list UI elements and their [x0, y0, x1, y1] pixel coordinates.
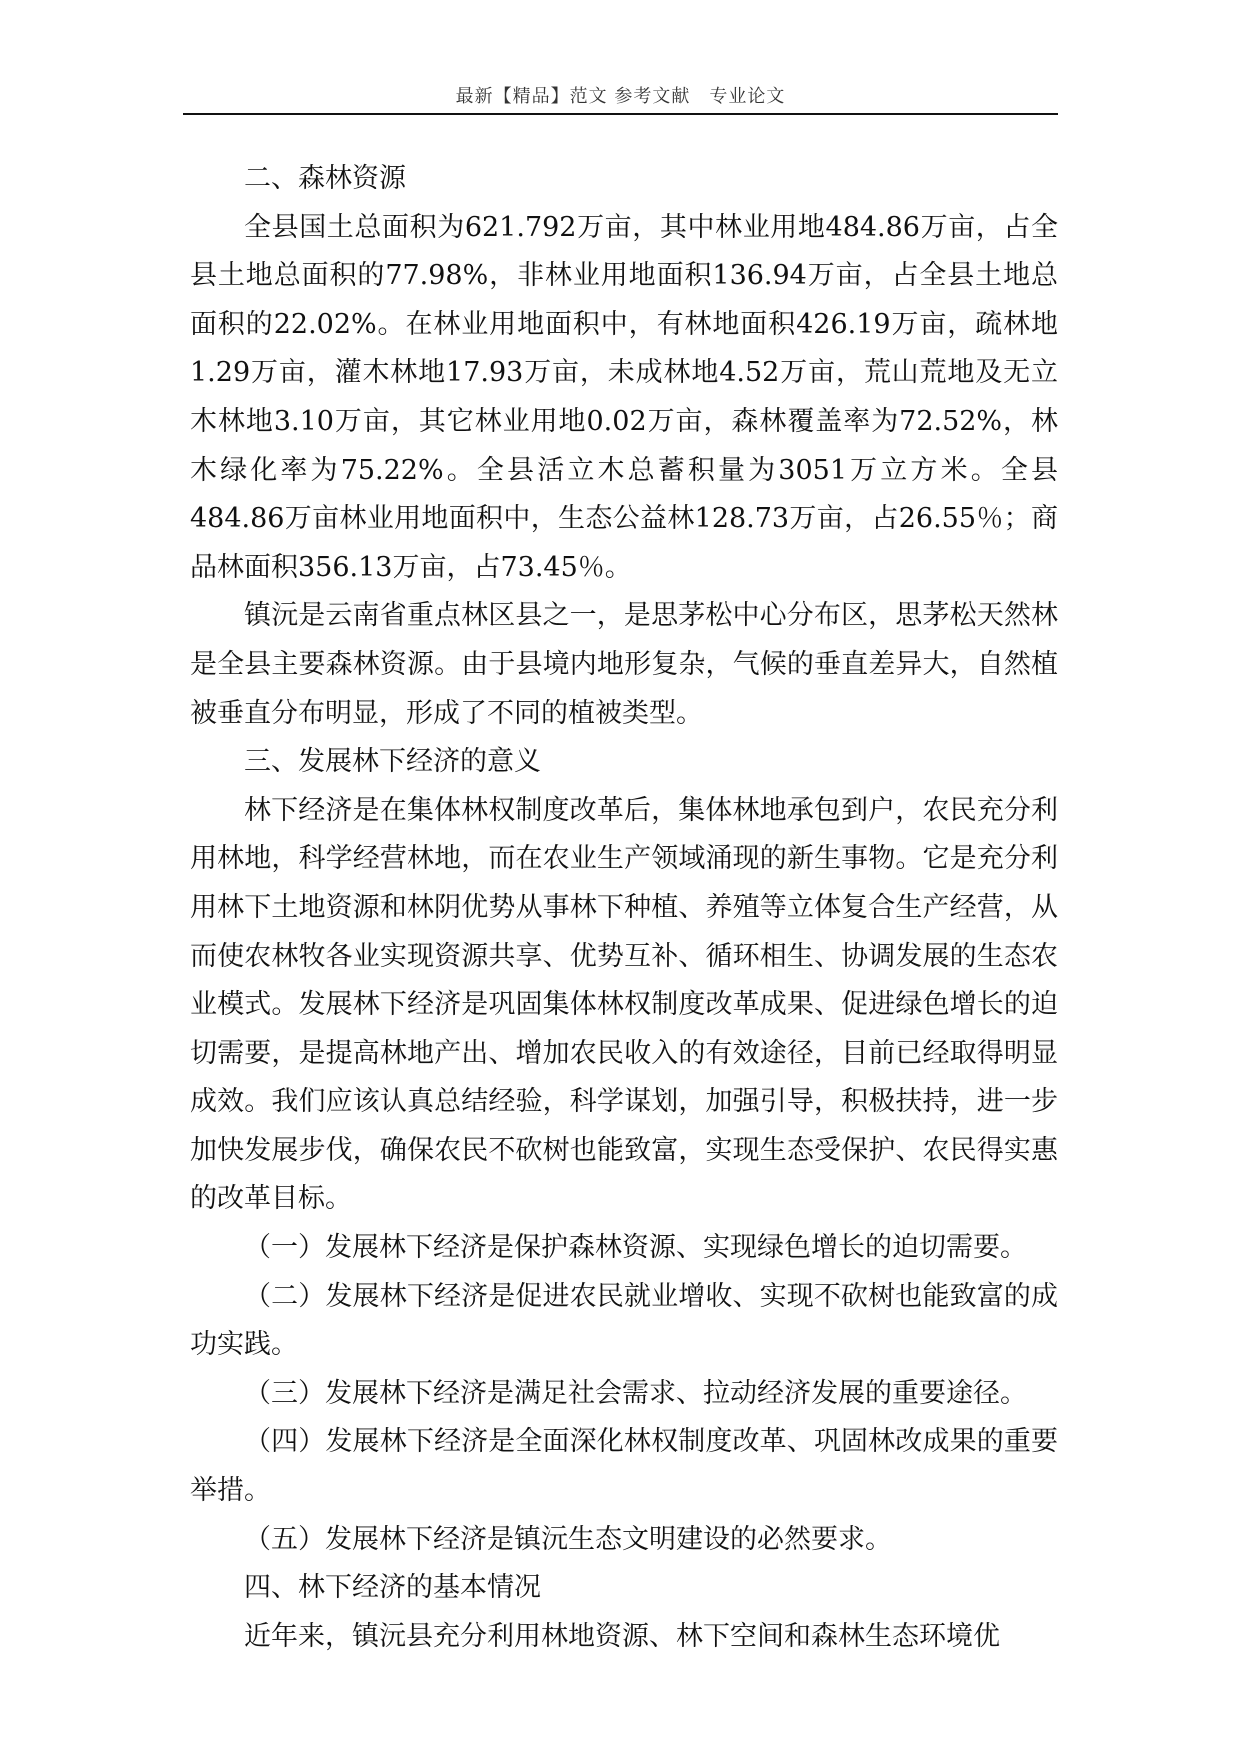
paragraph: 镇沅是云南省重点林区县之一，是思茅松中心分布区，思茅松天然林是全县主要森林资源。由于县境内地形复杂，气候的垂直差异大，自然植被垂直分布明显，形成了不同的植被类型。	[190, 600, 1058, 729]
list-item: （三）发展林下经济是满足社会需求、拉动经济发展的重要途径。	[244, 1377, 1027, 1409]
document-body	[190, 155, 1058, 1661]
section-heading: 四、林下经济的基本情况	[244, 1572, 541, 1604]
section-heading: 二、森林资源	[244, 163, 406, 194]
paragraph: 近年来，镇沅县充分利用林地资源、林下空间和森林生态环境优	[244, 1620, 1000, 1652]
section-heading: 三、发展林下经济的意义	[244, 746, 541, 778]
list-item: （四）发展林下经济是全面深化林权制度改革、巩固林改成果的重要举措。	[190, 1426, 1058, 1507]
header-rule	[183, 113, 1058, 115]
paragraph: 林下经济是在集体林权制度改革后，集体林地承包到户，农民充分利用林地，科学经营林地，而在农业生产领域涌现的新生事物。它是充分利用林下土地资源和林阴优势从事林下种植、养殖等立体复合生产经营，从而使农林牧各业实现资源共享、优势互补、循环相生、协调发展的生态农业模式。发展林下经济是巩固集体林权制度改革成果、促进绿色增长的迫切需要，是提高林地产出、增加农民收入的有效途径，目前已经取得明显成效。我们应该认真总结经验，科学谋划，加强引导，积极扶持，进一步加快发展步伐，确保农民不砍树也能致富，实现生态受保护、农民得实惠的改革目标。	[190, 794, 1058, 1215]
paragraph: 全县国土总面积为621.792万亩，其中林业用地484.86万亩，占全县土地总面积的77.98%，非林业用地面积136.94万亩，占全县土地总面积的22.02%。在林业用地面积中，有林地面积426.19万亩，疏林地1.29万亩，灌木林地17.93万亩，未成林地4.52万亩，荒山荒地及无立木林地3.10万亩，其它林业用地0.02万亩，森林覆盖率为72.52%，林木绿化率为75.22%。全县活立木总蓄积量为3051万立方米。全县484.86万亩林业用地面积中，生态公益林128.73万亩，占26.55％；商品林面积356.13万亩，占73.45％。	[190, 211, 1058, 583]
list-item: （五）发展林下经济是镇沅生态文明建设的必然要求。	[244, 1523, 892, 1555]
list-item: （一）发展林下经济是保护森林资源、实现绿色增长的迫切需要。	[244, 1232, 1027, 1264]
list-item: （二）发展林下经济是促进农民就业增收、实现不砍树也能致富的成功实践。	[190, 1280, 1058, 1361]
page-header: 最新【精品】范文 参考文献 专业论文	[455, 86, 786, 107]
